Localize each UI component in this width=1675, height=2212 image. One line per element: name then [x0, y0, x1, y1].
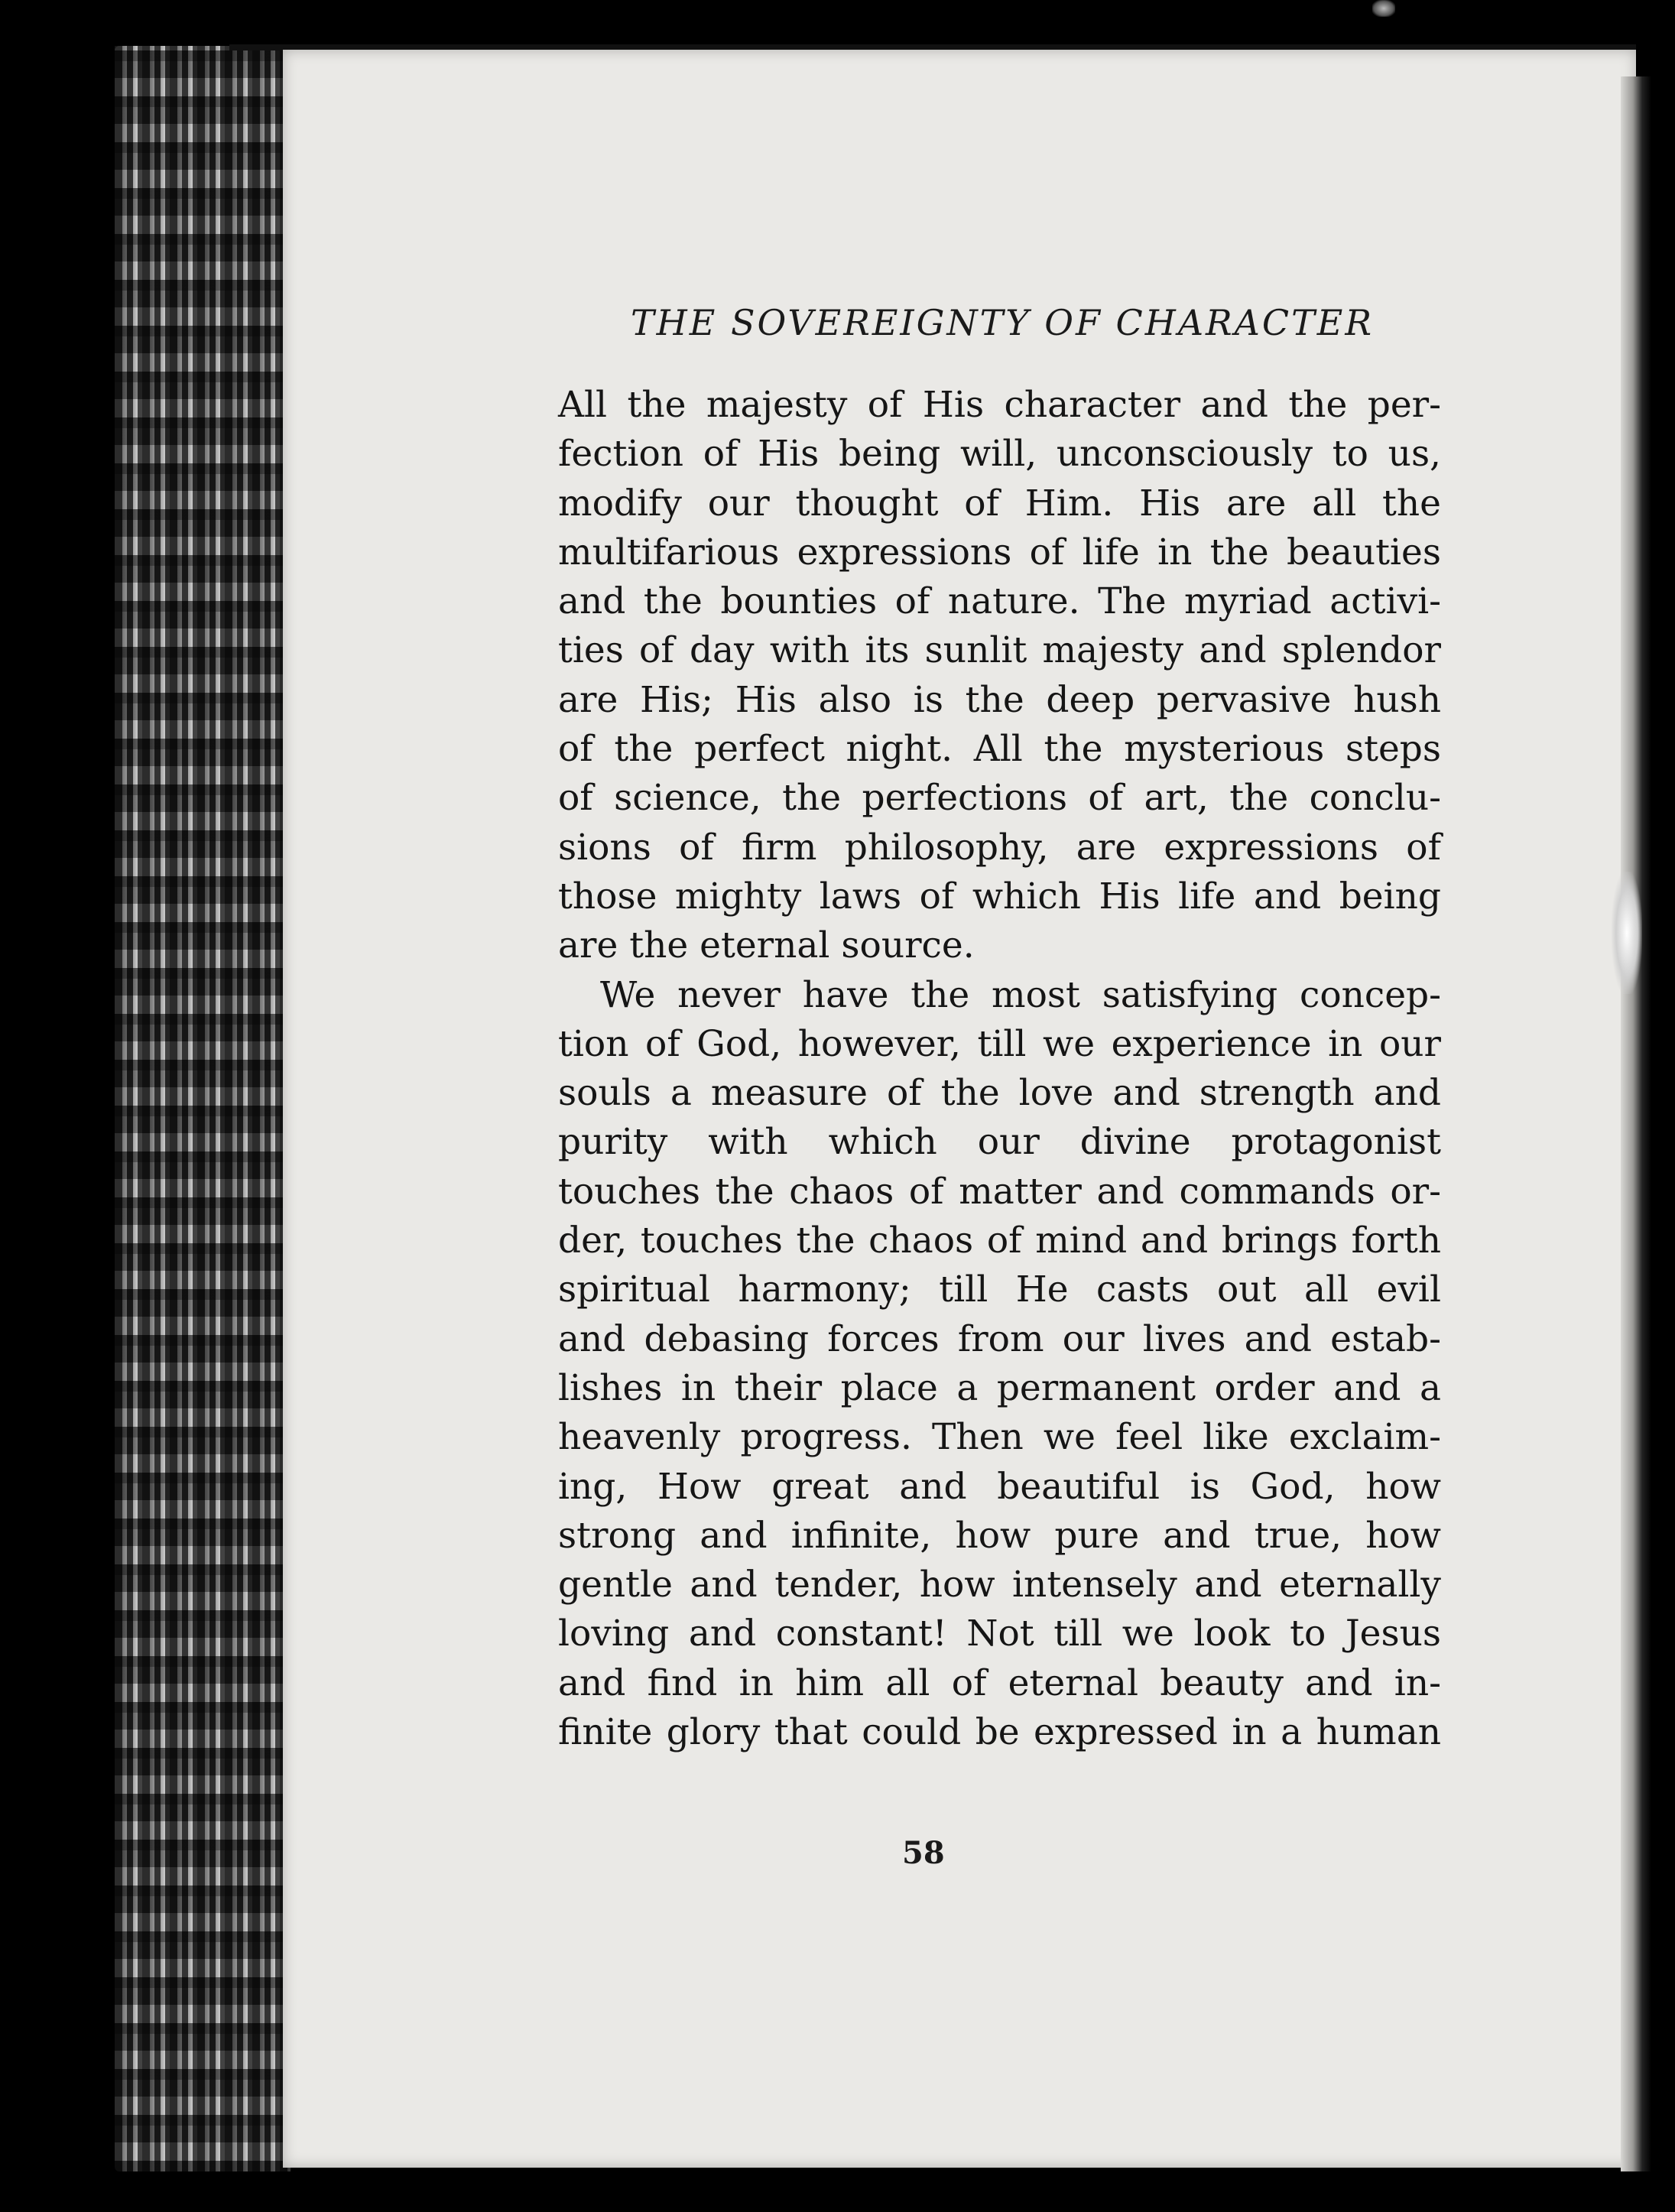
text-line: and the bounties of nature. The myriad activi-: [558, 580, 1441, 623]
scan-corner-mark: [1372, 0, 1395, 17]
text-line: ties of day with its sunlit majesty and splendor: [558, 629, 1441, 672]
text-line: heavenly progress. Then we feel like exclaim-: [558, 1416, 1441, 1459]
body-text: [558, 381, 1441, 1757]
text-line: of the perfect night. All the mysterious steps: [558, 728, 1441, 771]
text-line: those mighty laws of which His life and being: [558, 875, 1441, 918]
text-line: multifarious expressions of life in the beauties: [558, 531, 1441, 573]
text-line: are the eternal source.: [558, 924, 975, 967]
text-line: gentle and tender, how intensely and eternally: [558, 1564, 1441, 1606]
text-line: All the majesty of His character and the per-: [558, 384, 1441, 426]
text-line: touches the chaos of matter and commands or-: [558, 1170, 1441, 1213]
running-head: THE SOVEREIGNTY OF CHARACTER: [631, 302, 1374, 343]
text-line: and debasing forces from our lives and estab-: [558, 1317, 1441, 1360]
text-line: We never have the most satisfying concep-: [600, 973, 1441, 1016]
text-line: fection of His being will, unconsciously to us,: [558, 433, 1441, 476]
text-line: and find in him all of eternal beauty and in-: [558, 1661, 1441, 1704]
page-number: 58: [902, 1835, 945, 1871]
text-line: of science, the perfections of art, the conclu-: [558, 777, 1441, 820]
text-line: sions of firm philosophy, are expressions of: [558, 826, 1441, 869]
text-line: lishes in their place a permanent order and a: [558, 1366, 1441, 1409]
text-line: finite glory that could be expressed in a human: [558, 1711, 1441, 1754]
page-right-edge: [1621, 76, 1651, 2171]
text-line: loving and constant! Not till we look to Jesus: [558, 1613, 1441, 1655]
text-line: are His; His also is the deep pervasive hush: [558, 678, 1441, 721]
text-line: modify our thought of Him. His are all the: [558, 482, 1441, 525]
text-line: purity with which our divine protagonist: [558, 1121, 1441, 1164]
text-line: spiritual harmony; till He casts out all evil: [558, 1268, 1441, 1311]
text-line: souls a measure of the love and strength and: [558, 1072, 1441, 1115]
text-line: tion of God, however, till we experience in our: [558, 1022, 1441, 1065]
text-line: strong and infinite, how pure and true, how: [558, 1514, 1441, 1557]
text-line: ing, How great and beautiful is God, how: [558, 1465, 1441, 1508]
stacked-page-edges: [115, 46, 291, 2171]
paper-stain: [1612, 872, 1642, 994]
text-line: der, touches the chaos of mind and brings forth: [558, 1220, 1441, 1262]
